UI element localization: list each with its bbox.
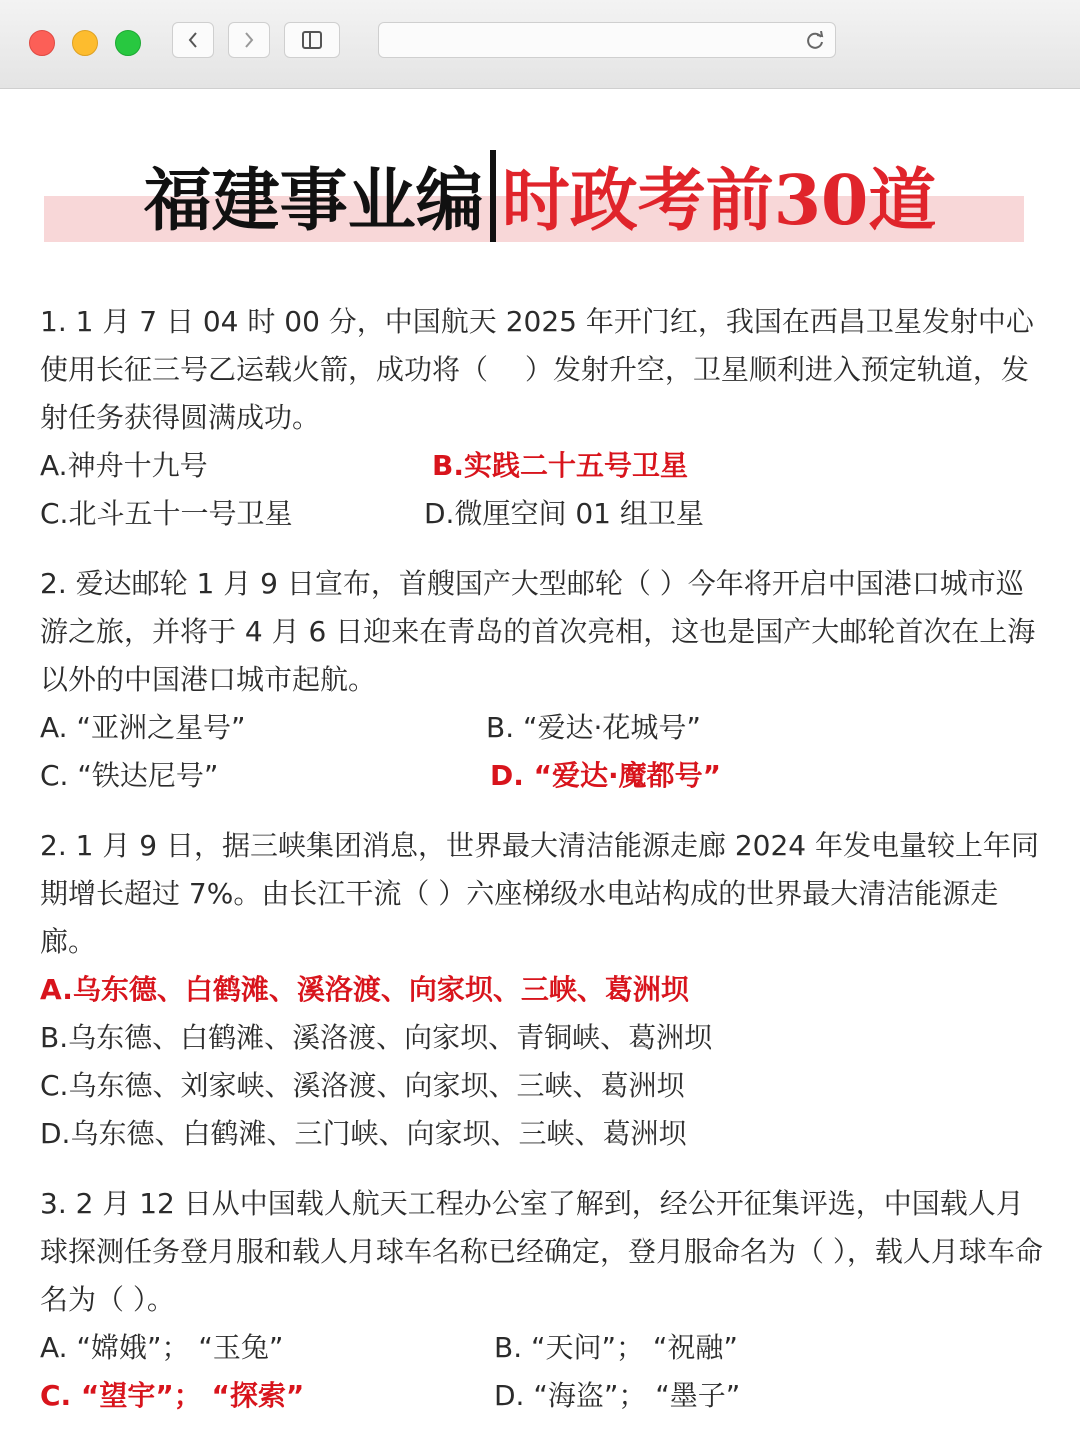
option-row [40,752,1050,800]
chevron-left-icon [187,31,199,49]
option-d: D.微厘空间 01 组卫星 [424,497,704,530]
maximize-window-button[interactable] [115,30,141,56]
option-row [40,704,1050,752]
page-title [0,150,1080,251]
option-a: A. “嫦娥”； “玉兔” [40,1331,284,1364]
option-c: C.北斗五十一号卫星 [40,497,293,530]
title-divider [490,150,496,242]
option-c: C. “铁达尼号” [40,759,219,792]
option-row [40,442,1050,490]
question-stem: 2. 爱达邮轮 1 月 9 日宣布，首艘国产大型邮轮（ ）今年将开启中国港口城市巡游之旅，并将于 4 月 6 日迎来在青岛的首次亮相，这也是国产大邮轮首次在上海以外的中国港口城市起航。 [40,567,1036,696]
option-c: C.乌东德、刘家峡、溪洛渡、向家坝、三峡、葛洲坝 [40,1069,685,1102]
option-d-correct: D. “爱达·魔都号” [490,759,722,792]
question-stem: 1. 1 月 7 日 04 时 00 分，中国航天 2025 年开门红，我国在西昌卫星发射中心使用长征三号乙运载火箭，成功将（ ）发射升空，卫星顺利进入预定轨道，发射任务获得圆满成功。 [40,305,1034,434]
option-d: D. “海盗”； “墨子” [494,1379,741,1412]
question-list [40,298,1050,1420]
close-window-button[interactable] [29,30,55,56]
option-a: A. “亚洲之星号” [40,711,246,744]
reload-icon[interactable] [805,31,825,51]
question-stem: 2. 1 月 9 日，据三峡集团消息，世界最大清洁能源走廊 2024 年发电量较上年同期增长超过 7%。由长江干流（ ）六座梯级水电站构成的世界最大清洁能源走廊。 [40,829,1040,958]
browser-toolbar [0,0,1080,89]
option-b-correct: B.实践二十五号卫星 [432,449,688,482]
question-3 [40,822,1050,1158]
sidebar-button[interactable] [284,22,340,58]
question-stem: 3. 2 月 12 日从中国载人航天工程办公室了解到，经公开征集评选，中国载人月球探测任务登月服和载人月球车名称已经确定，登月服命名为（ ），载人月球车命名为（ ）。 [40,1187,1043,1316]
option-b: B.乌东德、白鹤滩、溪洛渡、向家坝、青铜峡、葛洲坝 [40,1021,713,1054]
option-a-correct: A.乌东德、白鹤滩、溪洛渡、向家坝、三峡、葛洲坝 [40,973,689,1006]
option-row [40,490,1050,538]
option-a: A.神舟十九号 [40,449,208,482]
back-button[interactable] [172,22,214,58]
question-4 [40,1180,1050,1420]
option-row [40,1324,1050,1372]
title-part1: 福建事业编 [143,161,484,241]
sidebar-icon [302,31,322,49]
address-bar[interactable] [378,22,836,58]
chevron-right-icon [243,31,255,49]
option-c-correct: C. “望宇”； “探索” [40,1379,305,1412]
option-b: B. “爱达·花城号” [486,711,701,744]
option-b: B. “天问”； “祝融” [494,1331,738,1364]
minimize-window-button[interactable] [72,30,98,56]
title-part2: 时政考前30道 [501,161,937,241]
option-d: D.乌东德、白鹤滩、三门峡、向家坝、三峡、葛洲坝 [40,1117,687,1150]
question-2 [40,560,1050,800]
question-1 [40,298,1050,538]
option-row [40,1372,1050,1420]
forward-button[interactable] [228,22,270,58]
